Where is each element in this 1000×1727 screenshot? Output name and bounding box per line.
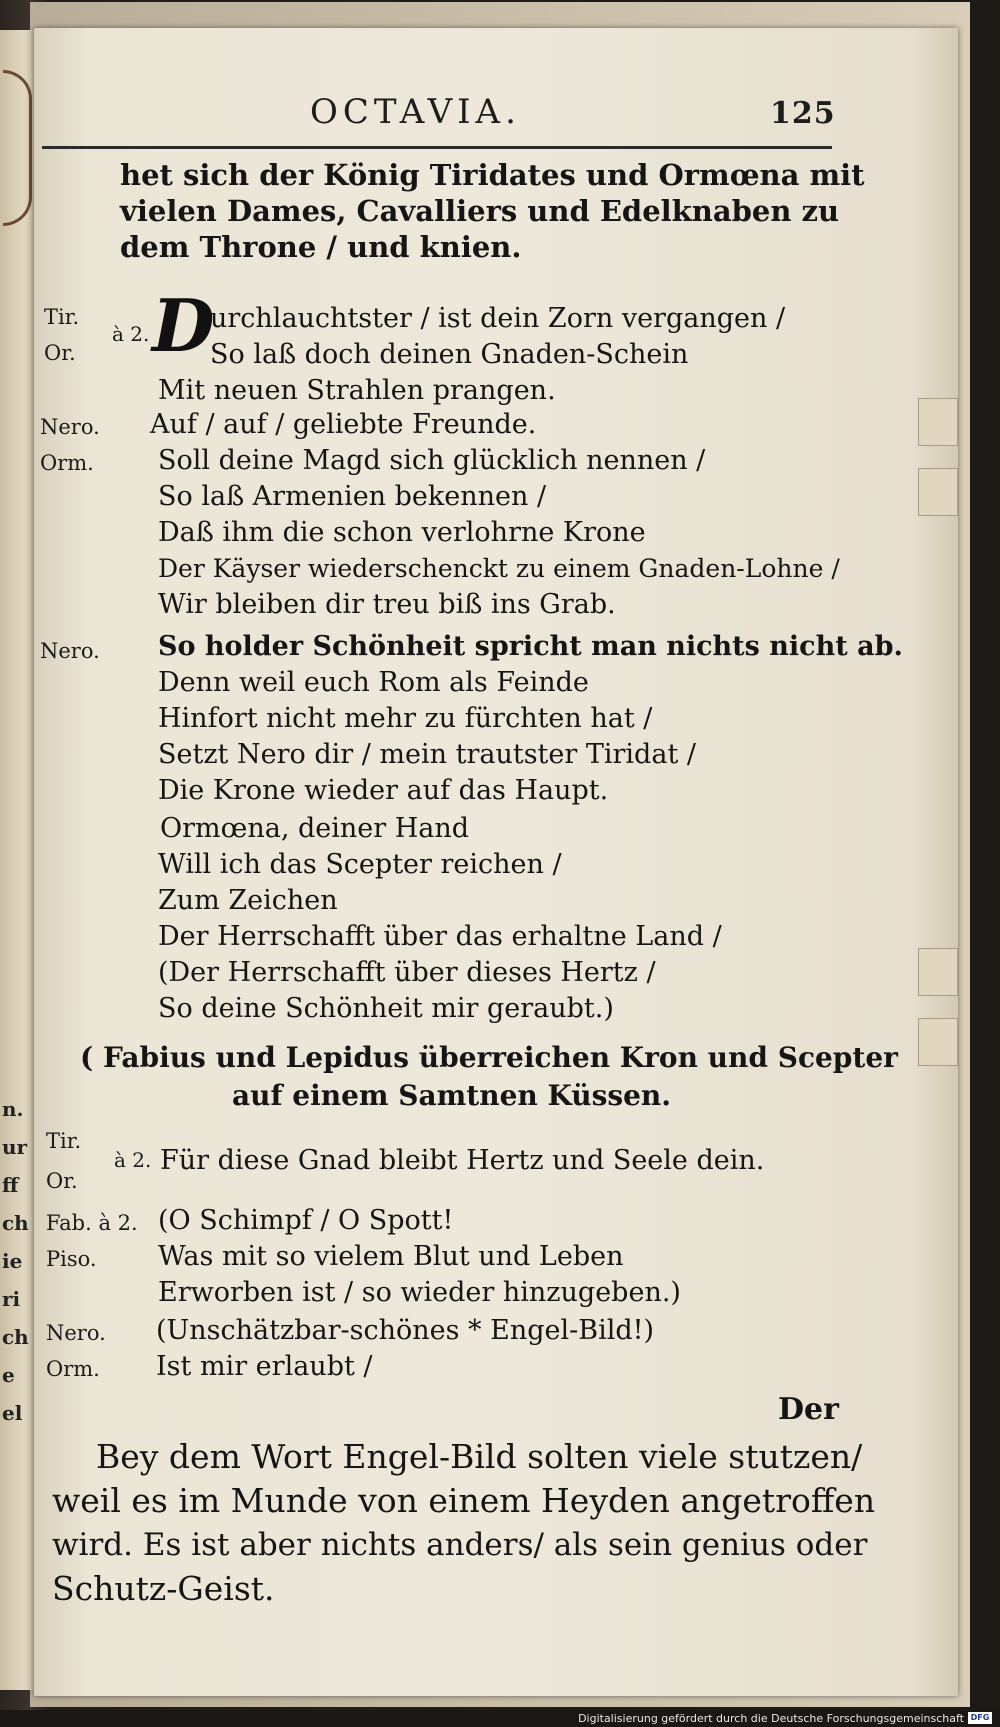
speaker-or: Or. bbox=[44, 341, 76, 365]
verse-line: So holder Schönheit spricht man nichts nicht ab. bbox=[158, 631, 903, 662]
verse-line: Ist mir erlaubt / bbox=[156, 1351, 373, 1382]
footnote-line: weil es im Munde von einem Heyden angetroffen bbox=[52, 1481, 876, 1520]
verse-line: So laß doch deinen Gnaden-Schein bbox=[210, 339, 689, 370]
footnote-line: Bey dem Wort Engel-Bild solten viele stutzen/ bbox=[96, 1437, 863, 1476]
verse-line: (Unschätzbar-schönes * Engel-Bild!) bbox=[156, 1315, 655, 1346]
a2-marker: à 2. bbox=[114, 1148, 152, 1172]
verse-line: Denn weil euch Rom als Feinde bbox=[158, 667, 589, 698]
fragment: n. bbox=[2, 1097, 24, 1121]
verse-line: Zum Zeichen bbox=[158, 885, 338, 916]
speaker-orm: Orm. bbox=[46, 1357, 100, 1381]
verse-line: Ormœna, deiner Hand bbox=[160, 813, 470, 844]
verse-line: Will ich das Scepter reichen / bbox=[158, 849, 562, 880]
speaker-orm: Orm. bbox=[40, 451, 94, 475]
verse-line: Die Krone wieder auf das Haupt. bbox=[158, 775, 609, 806]
speaker-nero: Nero. bbox=[40, 639, 100, 663]
footnote-line: Schutz-Geist. bbox=[52, 1569, 275, 1608]
paper-tab bbox=[918, 948, 958, 996]
speaker-tir: Tir. bbox=[44, 305, 80, 329]
stage-direction-line: het sich der König Tiridates und Ormœna mit bbox=[120, 158, 865, 192]
speaker-nero: Nero. bbox=[46, 1321, 106, 1345]
page-header bbox=[40, 92, 836, 140]
verse-line: urchlauchtster / ist dein Zorn vergangen / bbox=[210, 303, 786, 334]
speaker-piso: Piso. bbox=[46, 1247, 97, 1271]
fragment: ri bbox=[2, 1287, 21, 1311]
speaker-nero: Nero. bbox=[40, 415, 100, 439]
verse-line: Der Herrschafft über das erhaltne Land / bbox=[158, 921, 722, 952]
verse-line: Daß ihm die schon verlohrne Krone bbox=[158, 517, 646, 548]
facing-page-fragments bbox=[2, 1090, 34, 1432]
speaker-fab: Fab. à 2. bbox=[46, 1211, 138, 1235]
running-head: OCTAVIA. bbox=[310, 92, 521, 132]
paper-tab bbox=[918, 398, 958, 446]
verse-line: Setzt Nero dir / mein trautster Tiridat / bbox=[158, 739, 696, 770]
paper-tab bbox=[918, 1018, 958, 1066]
verse-line: Mit neuen Strahlen prangen. bbox=[158, 375, 556, 406]
fragment: ff bbox=[2, 1173, 19, 1197]
verse-line: (Der Herrschafft über dieses Hertz / bbox=[158, 957, 656, 988]
verse-line: Erworben ist / so wieder hinzugeben.) bbox=[158, 1277, 681, 1308]
speaker-tir: Tir. bbox=[46, 1129, 82, 1153]
dfg-logo: DFG bbox=[968, 1712, 992, 1724]
catchword: Der bbox=[778, 1392, 839, 1427]
verse-line: Auf / auf / geliebte Freunde. bbox=[150, 409, 537, 440]
speaker-or: Or. bbox=[46, 1169, 78, 1193]
verse-line: Soll deine Magd sich glücklich nennen / bbox=[158, 445, 706, 476]
stage-direction-line: ( Fabius und Lepidus überreichen Kron und Scepter bbox=[80, 1041, 898, 1074]
header-rule bbox=[42, 146, 832, 149]
stage-direction-line: auf einem Samtnen Küssen. bbox=[232, 1079, 672, 1112]
fragment: ch bbox=[2, 1325, 29, 1349]
a2-marker: à 2. bbox=[112, 322, 150, 346]
fragment: el bbox=[2, 1401, 23, 1425]
page-number: 125 bbox=[770, 96, 836, 131]
footnote-line: wird. Es ist aber nichts anders/ als sein genius oder bbox=[52, 1527, 868, 1563]
verse-line: So laß Armenien bekennen / bbox=[158, 481, 547, 512]
verse-line: So deine Schönheit mir geraubt.) bbox=[158, 993, 614, 1024]
stage-direction-line: vielen Dames, Cavalliers und Edelknaben zu bbox=[120, 194, 840, 228]
fragment: ie bbox=[2, 1249, 23, 1273]
verse-line: Hinfort nicht mehr zu fürchten hat / bbox=[158, 703, 653, 734]
verse-line: Was mit so vielem Blut und Leben bbox=[158, 1241, 624, 1272]
verse-line: (O Schimpf / O Spott! bbox=[158, 1205, 454, 1236]
verse-line: Wir bleiben dir treu biß ins Grab. bbox=[158, 589, 616, 620]
verse-line: Der Käyser wiederschenckt zu einem Gnaden-Lohne / bbox=[158, 554, 840, 583]
dropcap: D bbox=[152, 283, 215, 368]
fragment: e bbox=[2, 1363, 15, 1387]
verse-line: Für diese Gnad bleibt Hertz und Seele dein. bbox=[160, 1145, 765, 1176]
fragment: ch bbox=[2, 1211, 29, 1235]
fragment: ur bbox=[2, 1135, 28, 1159]
facing-page-curl bbox=[3, 70, 32, 226]
stage-direction-line: dem Throne / und knien. bbox=[120, 230, 522, 264]
paper-tab bbox=[918, 468, 958, 516]
digitization-credit: Digitalisierung gefördert durch die Deutsche Forschungsgemeinschaft bbox=[578, 1712, 964, 1725]
